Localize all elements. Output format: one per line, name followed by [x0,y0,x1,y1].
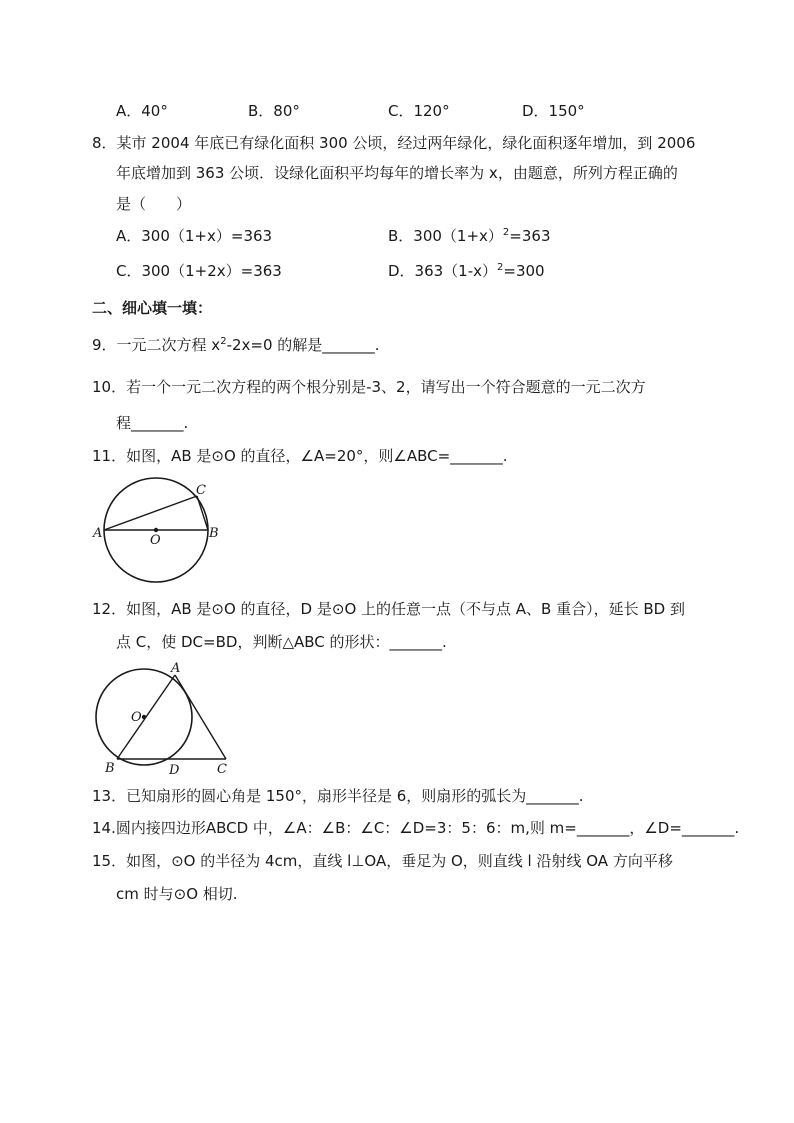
q8-option-a: A．300（1+x）=363 [116,227,273,245]
q8-option-b-exponent: 2 [502,227,510,238]
q11-label-o: O [150,533,161,548]
q12-label-o: O [131,710,142,725]
q11-label-a: A [93,526,103,541]
q8-option-b-main: B．300（1+x） [388,227,503,245]
q11-chord-bc [197,496,208,530]
q9-main: 9．一元二次方程 x [92,336,221,354]
q9-exponent: 2 [220,336,227,347]
q13-text: 13．已知扇形的圆心角是 150°，扇形半径是 6，则扇形的弧长为_______. [92,787,584,805]
q8-option-c: C．300（1+2x）=363 [116,262,282,280]
q10-line-1: 10．若一个一元二次方程的两个根分别是-3、2，请写出一个符合题意的一元二次方 [92,378,646,396]
q11-label-b: B [209,526,219,541]
q7-option-a: A．40° [116,102,168,120]
q11-label-c: C [196,483,206,498]
q11-text: 11．如图，AB 是⊙O 的直径，∠A=20°，则∠ABC=_______. [92,447,508,465]
q8-option-d-tail: =300 [503,262,545,280]
section-2-title: 二、细心填一填： [92,299,213,317]
q8-option-b-tail: =363 [509,227,551,245]
q12-figure [90,660,235,778]
q10-line-2: 程_______. [116,414,189,432]
q7-option-c: C．120° [388,102,450,120]
q8-option-d [388,261,545,281]
q15-line-1: 15．如图，⊙O 的半径为 4cm，直线 l⊥OA，垂足为 O，则直线 l 沿射线 OA 方向平移 [92,852,673,870]
q8-line-1: 8．某市 2004 年底已有绿化面积 300 公顷，经过两年绿化，绿化面积逐年增加，到 2006 [92,134,696,152]
q7-option-d: D．150° [522,102,585,120]
q12-line-2: 点 C，使 DC=BD，判断△ABC 的形状：_______. [116,633,447,651]
q9-tail: -2x=0 的解是_______. [226,336,380,354]
q15-line-2: cm 时与⊙O 相切. [116,885,238,903]
q12-label-c: C [217,762,227,777]
q8-option-d-main: D．363（1-x） [388,262,498,280]
q14-text: 14.圆内接四边形ABCD 中，∠A：∠B：∠C：∠D=3：5：6：m,则 m=_______，∠D=_______. [92,819,740,837]
q7-option-b: B．80° [248,102,300,120]
q9-text [92,335,380,355]
q8-line-2: 年底增加到 363 公顷．设绿化面积平均每年的增长率为 x，由题意，所列方程正确的 [116,164,678,182]
q8-option-b [388,226,551,246]
q11-figure [90,474,225,586]
q12-label-b: B [105,761,115,776]
q8-line-3: 是（ ） [116,195,192,213]
q11-chord-ac [104,496,197,530]
q12-label-a: A [171,661,181,676]
q12-label-d: D [169,763,180,778]
q8-option-d-exponent: 2 [497,262,504,273]
q12-center-dot [142,715,146,719]
q11-center-dot [154,528,158,532]
q12-line-1: 12．如图，AB 是⊙O 的直径，D 是⊙O 上的任意一点（不与点 A、B 重合），延长 BD 到 [92,600,685,618]
